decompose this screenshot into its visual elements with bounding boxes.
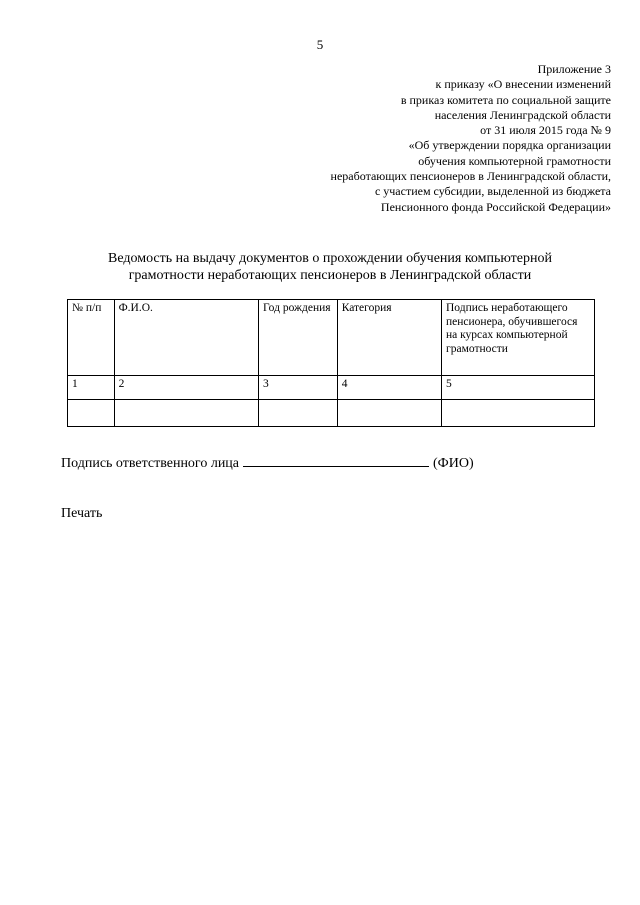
appendix-line: в приказ комитета по социальной защите xyxy=(400,92,611,107)
empty-cell xyxy=(259,400,338,427)
signature-line xyxy=(61,454,474,472)
signature-label: Подпись ответственного лица xyxy=(61,456,240,471)
page-number: 5 xyxy=(316,37,324,52)
appendix-line: Приложение 3 xyxy=(537,62,611,76)
register-table xyxy=(67,299,595,427)
header-cell-signature: Подпись неработающего пенсионера, обучившегося на курсах компьютерной грамотности xyxy=(442,300,595,376)
numbering-cell: 2 xyxy=(114,376,258,400)
appendix-line: обучения компьютерной грамотности xyxy=(418,153,611,168)
header-cell-name: Ф.И.О. xyxy=(114,300,258,376)
header-cell-birth-year: Год рождения xyxy=(259,300,338,376)
appendix-line: Пенсионного фонда Российской Федерации» xyxy=(380,199,611,214)
appendix-line: от 31 июля 2015 года № 9 xyxy=(480,123,611,138)
stamp-label: Печать xyxy=(61,506,103,521)
empty-cell xyxy=(68,400,115,427)
appendix-line: с участием субсидии, выделенной из бюджета xyxy=(374,184,611,199)
numbering-cell: 3 xyxy=(259,376,338,400)
numbering-cell: 4 xyxy=(337,376,441,400)
header-cell-number: № п/п xyxy=(68,300,115,376)
numbering-cell: 1 xyxy=(68,376,115,400)
table-numbering-row xyxy=(68,376,595,400)
table-row xyxy=(68,400,595,427)
empty-cell xyxy=(114,400,258,427)
title-line: грамотности неработающих пенсионеров в Ленинградской области xyxy=(128,268,532,283)
document-title xyxy=(0,250,640,284)
signature-blank xyxy=(243,454,429,467)
appendix-line: населения Ленинградской области xyxy=(434,107,611,122)
title-line: Ведомость на выдачу документов о прохождении обучения компьютерной xyxy=(107,251,552,266)
appendix-block xyxy=(331,62,611,215)
signature-name-hint: (ФИО) xyxy=(433,456,474,471)
empty-cell xyxy=(337,400,441,427)
numbering-cell: 5 xyxy=(442,376,595,400)
appendix-line: к приказу «О внесении изменений xyxy=(435,77,611,92)
appendix-line: «Об утверждении порядка организации xyxy=(408,138,611,153)
header-cell-category: Категория xyxy=(337,300,441,376)
empty-cell xyxy=(442,400,595,427)
table-header-row xyxy=(68,300,595,376)
appendix-line: неработающих пенсионеров в Ленинградской области, xyxy=(330,169,611,184)
